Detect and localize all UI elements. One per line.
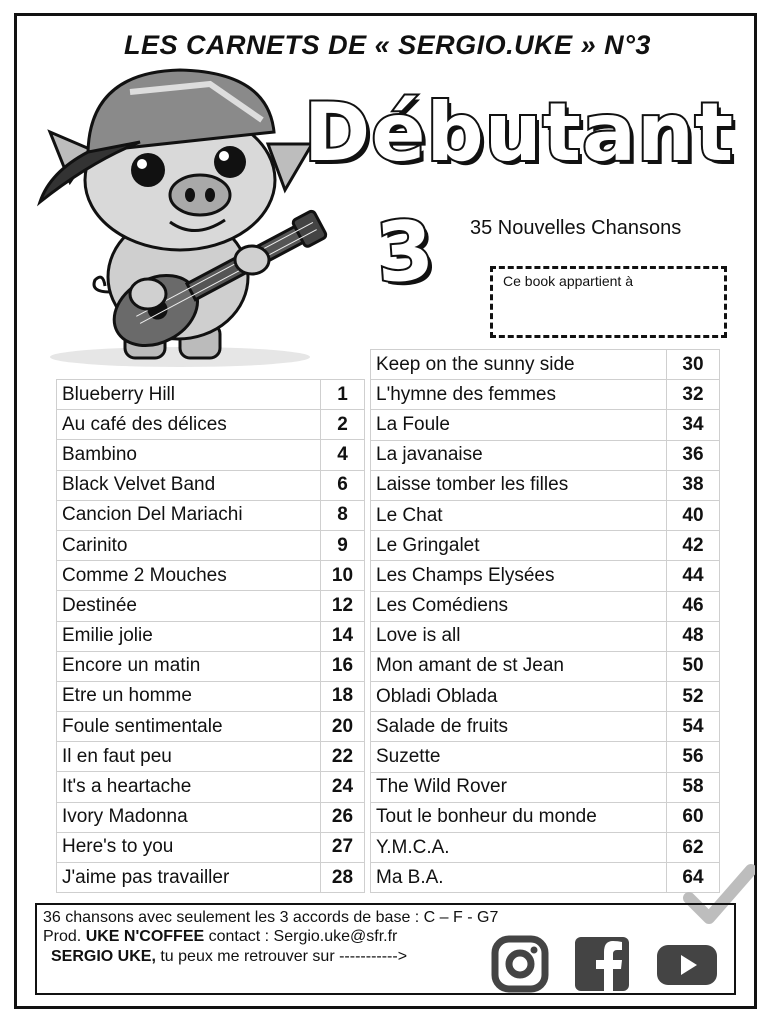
song-title: Keep on the sunny side xyxy=(371,350,667,380)
song-row xyxy=(371,410,720,440)
song-row xyxy=(57,802,365,832)
song-title: Bambino xyxy=(57,440,321,470)
song-row xyxy=(371,802,720,832)
song-row xyxy=(371,380,720,410)
song-title: Ma B.A. xyxy=(371,863,667,893)
song-page-number: 40 xyxy=(667,500,720,530)
song-title: Laisse tomber les filles xyxy=(371,470,667,500)
song-row xyxy=(57,712,365,742)
song-page-number: 28 xyxy=(321,863,365,893)
song-page-number: 9 xyxy=(321,530,365,560)
footer-credits-line xyxy=(43,927,397,946)
song-page-number: 14 xyxy=(321,621,365,651)
song-page-number: 30 xyxy=(667,350,720,380)
song-page-number: 56 xyxy=(667,742,720,772)
level-title: Débutant xyxy=(303,86,735,179)
song-title: Y.M.C.A. xyxy=(371,833,667,863)
song-page-number: 2 xyxy=(321,410,365,440)
song-row xyxy=(371,742,720,772)
song-title: Cancion Del Mariachi xyxy=(57,500,321,530)
song-page-number: 44 xyxy=(667,561,720,591)
song-page-number: 27 xyxy=(321,832,365,862)
song-row xyxy=(371,531,720,561)
song-title: La javanaise xyxy=(371,440,667,470)
song-title: Destinée xyxy=(57,591,321,621)
song-title: Les Comédiens xyxy=(371,591,667,621)
song-row xyxy=(57,772,365,802)
song-page-number: 64 xyxy=(667,863,720,893)
footer-chords-line: 36 chansons avec seulement les 3 accords de base : C – F - G7 xyxy=(43,909,499,926)
subtitle: 35 Nouvelles Chansons xyxy=(470,217,682,239)
song-page-number: 52 xyxy=(667,682,720,712)
song-title: It's a heartache xyxy=(57,772,321,802)
song-row xyxy=(371,772,720,802)
song-page-number: 60 xyxy=(667,802,720,832)
prod-prefix: Prod. xyxy=(43,928,86,945)
song-page-number: 62 xyxy=(667,833,720,863)
footer-find-line xyxy=(51,947,407,966)
song-row xyxy=(57,500,365,530)
youtube-icon[interactable] xyxy=(655,935,719,993)
song-title: Mon amant de st Jean xyxy=(371,651,667,681)
song-page-number: 1 xyxy=(321,380,365,410)
song-row xyxy=(371,682,720,712)
song-title: Tout le bonheur du monde xyxy=(371,802,667,832)
song-title: Il en faut peu xyxy=(57,742,321,772)
song-page-number: 50 xyxy=(667,651,720,681)
song-title: Here's to you xyxy=(57,832,321,862)
song-title: Carinito xyxy=(57,530,321,560)
song-title: Le Chat xyxy=(371,500,667,530)
instagram-icon[interactable] xyxy=(491,935,549,993)
song-row xyxy=(57,832,365,862)
song-page-number: 22 xyxy=(321,742,365,772)
song-title: Encore un matin xyxy=(57,651,321,681)
song-row xyxy=(371,712,720,742)
song-title: Obladi Oblada xyxy=(371,682,667,712)
song-title: Black Velvet Band xyxy=(57,470,321,500)
song-row xyxy=(371,863,720,893)
song-list-left xyxy=(56,379,365,893)
song-row xyxy=(371,651,720,681)
song-row xyxy=(57,681,365,711)
song-title: Emilie jolie xyxy=(57,621,321,651)
song-page-number: 32 xyxy=(667,380,720,410)
song-row xyxy=(57,742,365,772)
song-row xyxy=(57,621,365,651)
song-page-number: 6 xyxy=(321,470,365,500)
song-page-number: 34 xyxy=(667,410,720,440)
song-title: La Foule xyxy=(371,410,667,440)
song-page-number: 18 xyxy=(321,681,365,711)
song-row xyxy=(371,833,720,863)
song-row xyxy=(57,470,365,500)
song-row xyxy=(371,500,720,530)
song-page-number: 48 xyxy=(667,621,720,651)
song-page-number: 4 xyxy=(321,440,365,470)
song-row xyxy=(371,470,720,500)
song-row xyxy=(57,651,365,681)
song-title: Le Gringalet xyxy=(371,531,667,561)
series-title: LES CARNETS DE « SERGIO.UKE » N°3 xyxy=(124,30,651,60)
song-page-number: 26 xyxy=(321,802,365,832)
song-page-number: 58 xyxy=(667,772,720,802)
song-title: Comme 2 Mouches xyxy=(57,561,321,591)
volume-number: 3 xyxy=(373,203,437,302)
song-title: Foule sentimentale xyxy=(57,712,321,742)
song-row xyxy=(57,863,365,893)
song-page-number: 38 xyxy=(667,470,720,500)
song-title: Suzette xyxy=(371,742,667,772)
song-title: Blueberry Hill xyxy=(57,380,321,410)
song-title: Ivory Madonna xyxy=(57,802,321,832)
song-row xyxy=(57,380,365,410)
song-title: Salade de fruits xyxy=(371,712,667,742)
song-title: Etre un homme xyxy=(57,681,321,711)
song-row xyxy=(57,410,365,440)
song-title: L'hymne des femmes xyxy=(371,380,667,410)
song-title: Les Champs Elysées xyxy=(371,561,667,591)
find-text: tu peux me retrouver sur -----------> xyxy=(155,948,408,965)
song-row xyxy=(371,440,720,470)
song-row xyxy=(57,440,365,470)
song-row xyxy=(57,530,365,560)
prod-name: UKE N'COFFEE xyxy=(85,928,205,945)
song-page-number: 24 xyxy=(321,772,365,802)
song-page-number: 10 xyxy=(321,561,365,591)
song-page-number: 46 xyxy=(667,591,720,621)
song-page-number: 36 xyxy=(667,440,720,470)
song-page-number: 54 xyxy=(667,712,720,742)
song-row xyxy=(371,621,720,651)
song-row xyxy=(371,350,720,380)
song-row xyxy=(57,591,365,621)
author-name: SERGIO UKE, xyxy=(51,948,156,965)
song-list-right xyxy=(370,349,720,893)
song-title: Love is all xyxy=(371,621,667,651)
song-page-number: 42 xyxy=(667,531,720,561)
song-title: The Wild Rover xyxy=(371,772,667,802)
song-page-number: 20 xyxy=(321,712,365,742)
song-page-number: 16 xyxy=(321,651,365,681)
contact-text[interactable]: contact : Sergio.uke@sfr.fr xyxy=(204,928,398,945)
owner-name-box[interactable] xyxy=(490,266,727,338)
footer-box xyxy=(35,903,736,995)
song-page-number: 12 xyxy=(321,591,365,621)
song-row xyxy=(57,561,365,591)
facebook-icon[interactable] xyxy=(573,935,631,993)
song-title: J'aime pas travailler xyxy=(57,863,321,893)
song-row xyxy=(371,591,720,621)
song-row xyxy=(371,561,720,591)
song-page-number: 8 xyxy=(321,500,365,530)
song-title: Au café des délices xyxy=(57,410,321,440)
owner-label: Ce book appartient à xyxy=(503,273,633,289)
